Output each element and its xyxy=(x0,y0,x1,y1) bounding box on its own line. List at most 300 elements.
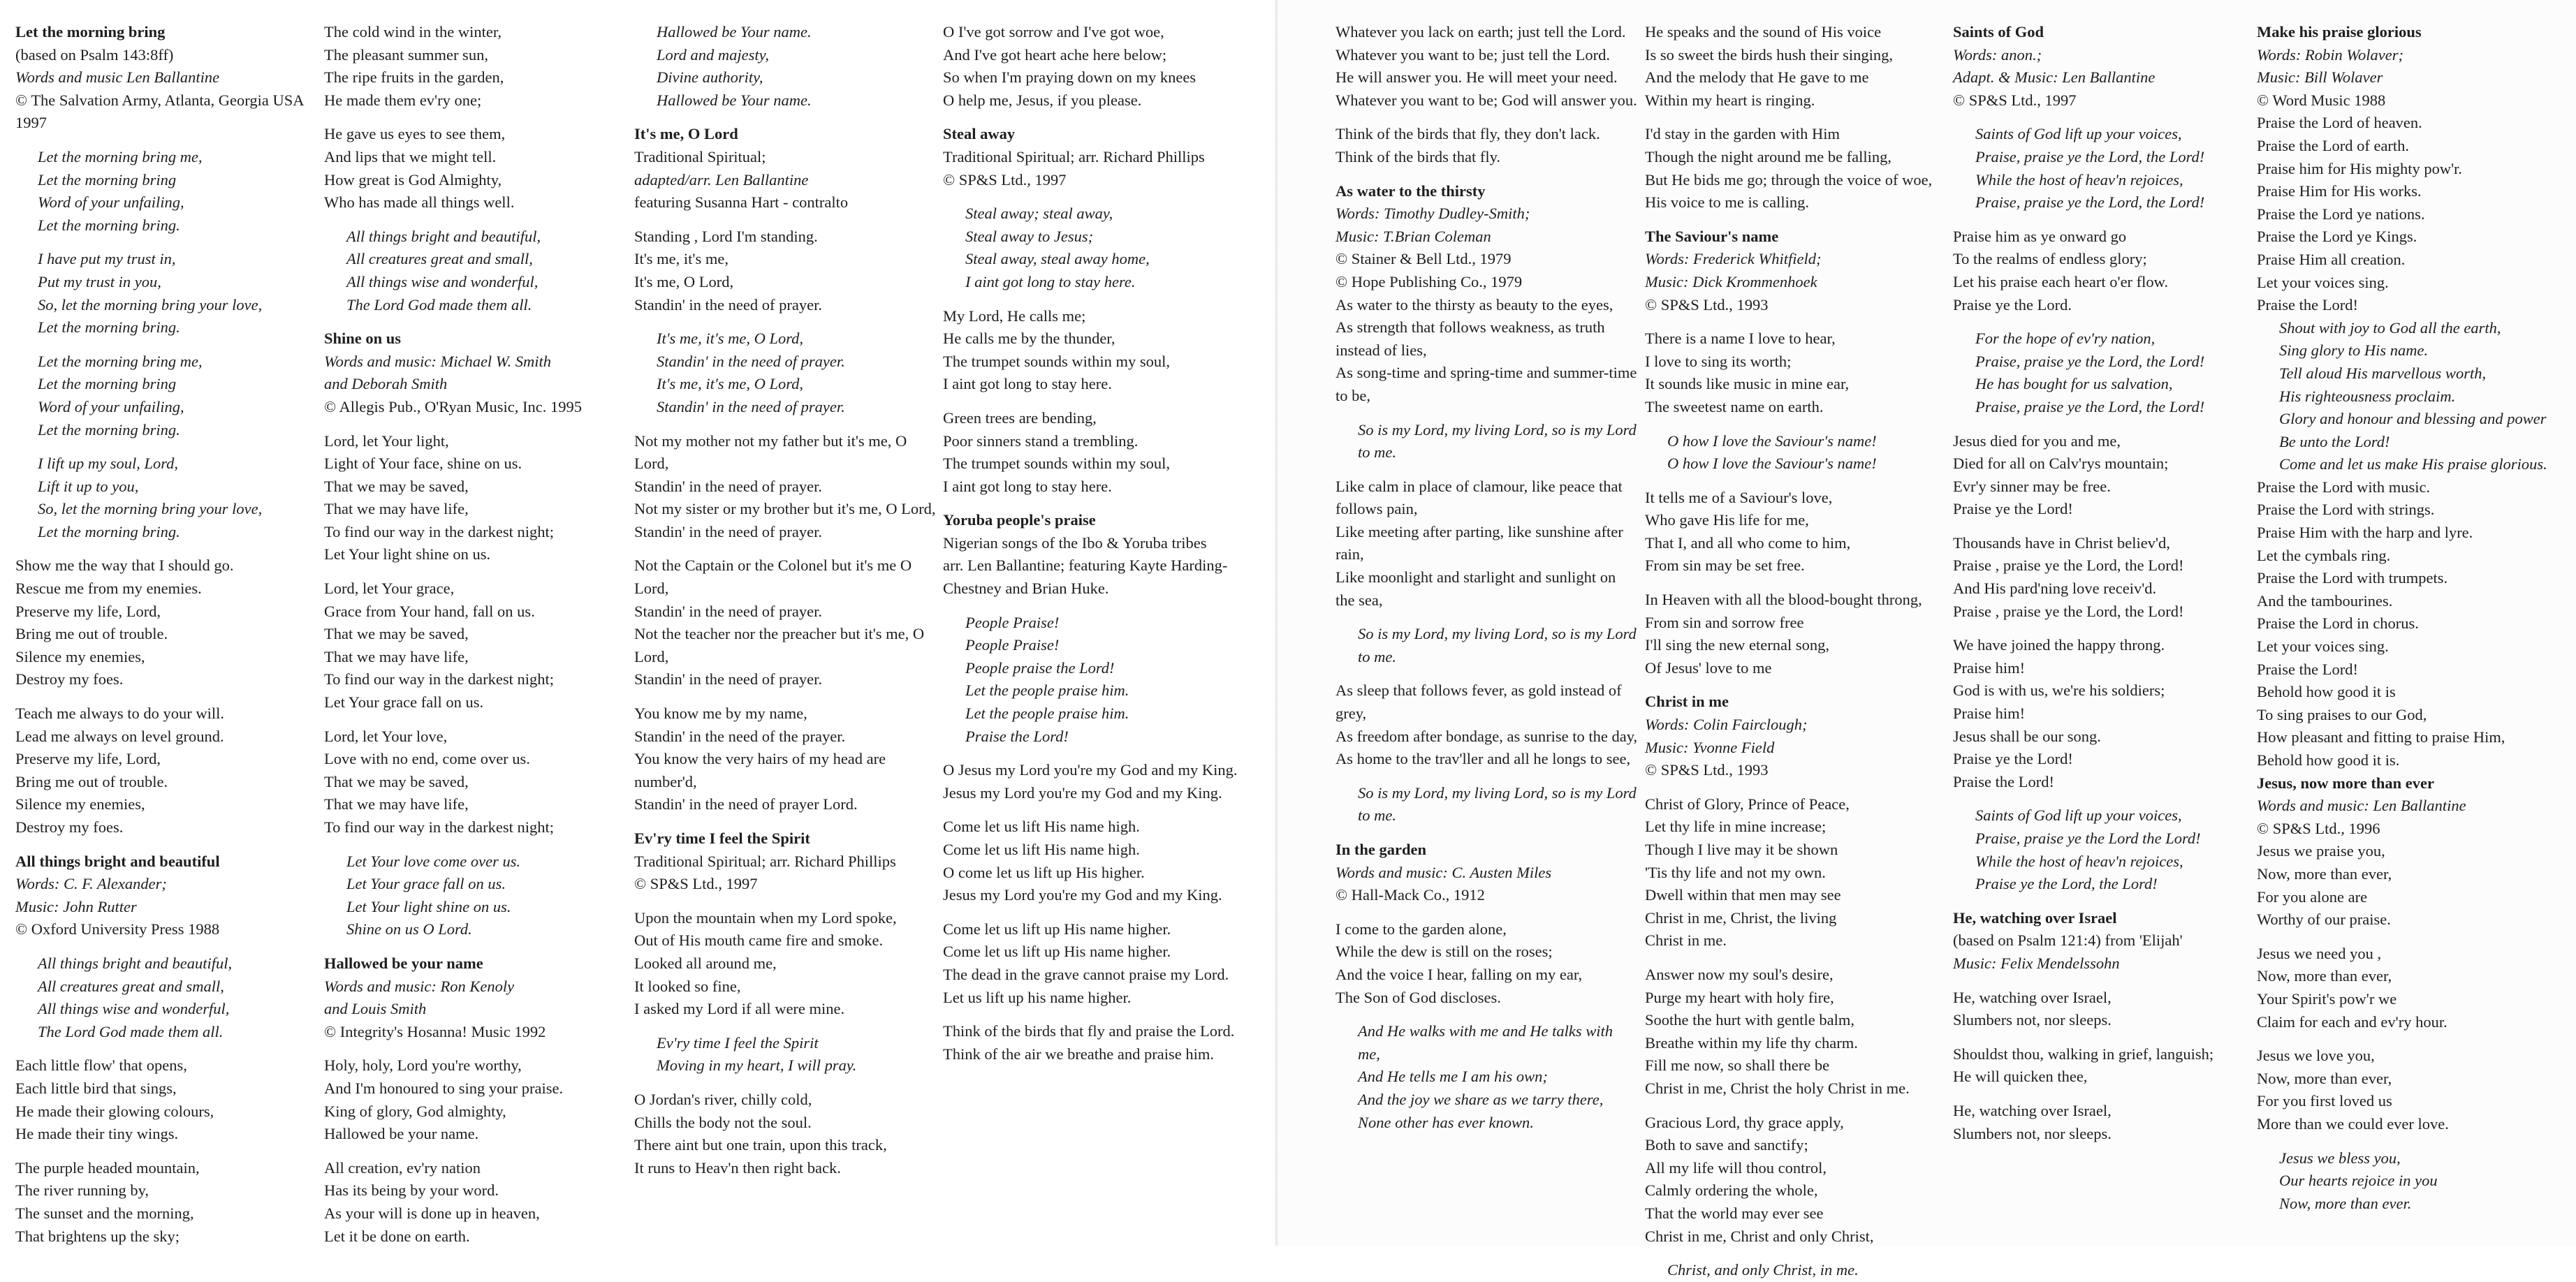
lyric-line: Both to save and sanctify; xyxy=(1645,1134,1947,1157)
lyric-line: Praise , praise ye the Lord, the Lord! xyxy=(1953,601,2250,624)
lyric-line: Answer now my soul's desire, xyxy=(1645,964,1947,987)
lyric-line: Jesus my Lord you're my God and my King. xyxy=(943,884,1243,907)
lyric-line: Now, more than ever, xyxy=(2257,863,2564,886)
chorus-line: Christ, and only Christ, in me. xyxy=(1645,1259,1947,1282)
lyric-line: Christ in me, Christ the holy Christ in me. xyxy=(1645,1077,1947,1100)
lyric-line: Praise the Lord of heaven. xyxy=(2257,112,2564,135)
lyric-line: Love with no end, come over us. xyxy=(324,748,626,771)
lyric-line: O help me, Jesus, if you please. xyxy=(943,89,1243,112)
lyric-line: While the dew is still on the roses; xyxy=(1335,941,1639,964)
chorus-line: Steal away; steal away, xyxy=(943,202,1243,226)
chorus-line: Tell aloud His marvellous worth, xyxy=(2257,362,2564,385)
lyric-line: Come let us lift His name high. xyxy=(943,839,1243,862)
lyric-line: © SP&S Ltd., 1993 xyxy=(1645,294,1947,317)
song-title: Ev'ry time I feel the Spirit xyxy=(634,827,936,850)
chorus-line: O how I love the Saviour's name! xyxy=(1645,430,1947,453)
lyrics-column xyxy=(943,21,1243,1246)
lyric-line: Though the night around me be falling, xyxy=(1645,146,1947,169)
song-credit: and Deborah Smith xyxy=(324,373,626,396)
lyric-line: That the world may ever see xyxy=(1645,1202,1947,1225)
lyric-line: God is with us, we're his soldiers; xyxy=(1953,679,2250,702)
chorus-line: Let Your grace fall on us. xyxy=(324,873,626,896)
stanza-gap xyxy=(324,316,626,327)
chorus-line: Praise, praise ye the Lord, the Lord! xyxy=(1953,146,2250,169)
song-credit: Words and music Len Ballantine xyxy=(15,66,316,89)
lyric-line: © SP&S Ltd., 1997 xyxy=(1953,89,2250,112)
lyric-line: Jesus died for you and me, xyxy=(1953,430,2250,453)
stanza-gap xyxy=(634,1021,936,1032)
chorus-line: Sing glory to His name. xyxy=(2257,339,2564,362)
stanza-gap xyxy=(1645,952,1947,964)
chorus-line: All things bright and beautiful, xyxy=(15,952,316,975)
lyric-line: Not the Captain or the Colonel but it's me O Lord, xyxy=(634,554,936,600)
chorus-line: Let the morning bring xyxy=(15,373,316,396)
lyric-line: Standing , Lord I'm standing. xyxy=(634,226,936,249)
lyric-line: Praise the Lord! xyxy=(2257,658,2564,681)
lyric-line: Like calm in place of clamour, like peace that follows pain, xyxy=(1335,476,1639,521)
stanza-gap xyxy=(943,112,1243,123)
lyric-line: Standin' in the need of prayer. xyxy=(634,476,936,499)
lyric-line: © The Salvation Army, Atlanta, Georgia USA 1997 xyxy=(15,89,316,135)
lyric-line: Let thy life in mine increase; xyxy=(1645,816,1947,839)
stanza-gap xyxy=(15,1043,316,1054)
lyric-line: Jesus we love you, xyxy=(2257,1045,2564,1068)
lyric-line: Destroy my foes. xyxy=(15,816,316,839)
stanza-gap xyxy=(15,941,316,952)
stanza-gap xyxy=(1645,577,1947,589)
lyric-line: Now, more than ever, xyxy=(2257,1068,2564,1091)
lyric-line: It sounds like music in mine ear, xyxy=(1645,373,1947,396)
stanza-gap xyxy=(324,1146,626,1157)
stanza-gap xyxy=(1953,896,2250,907)
stanza-gap xyxy=(634,896,936,907)
lyric-line: The sweetest name on earth. xyxy=(1645,396,1947,419)
lyric-line: As strength that follows weakness, as truth instead of lies, xyxy=(1335,316,1639,362)
stanza-gap xyxy=(1953,521,2250,532)
song-title: In the garden xyxy=(1335,839,1639,862)
lyric-line: Standin' in the need of the prayer. xyxy=(634,725,936,749)
chorus-line: Put my trust in you, xyxy=(15,271,316,294)
song-credit: Words: Frederick Whitfield; xyxy=(1645,248,1947,271)
lyrics-column xyxy=(2257,21,2564,1246)
chorus-line: Jesus we bless you, xyxy=(2257,1147,2564,1170)
lyric-line: Standin' in the need of prayer Lord. xyxy=(634,793,936,816)
lyric-line: Whatever you want to be; God will answer you. xyxy=(1335,89,1639,112)
lyrics-column xyxy=(634,21,936,1246)
chorus-line: Let the people praise him. xyxy=(943,679,1243,702)
stanza-gap xyxy=(634,316,936,327)
lyric-line: Traditional Spiritual; arr. Richard Phillips xyxy=(634,850,936,874)
lyric-line: Preserve my life, Lord, xyxy=(15,748,316,771)
stanza-gap xyxy=(2257,1033,2564,1045)
lyric-line: Who gave His life for me, xyxy=(1645,509,1947,532)
lyric-line: Green trees are bending, xyxy=(943,407,1243,430)
chorus-line: Let the morning bring me, xyxy=(15,351,316,374)
stanza-gap xyxy=(324,566,626,577)
song-credit: Music: Yvonne Field xyxy=(1645,737,1947,760)
chorus-line: Lord and majesty, xyxy=(634,44,936,67)
song-title: Make his praise glorious xyxy=(2257,21,2564,44)
lyric-line: Rescue me from my enemies. xyxy=(15,577,316,601)
lyric-line: O I've got sorrow and I've got woe, xyxy=(943,21,1243,44)
lyric-line: O Jordan's river, chilly cold, xyxy=(634,1089,936,1112)
lyric-line: The cold wind in the winter, xyxy=(324,21,626,44)
chorus-line: While the host of heav'n rejoices, xyxy=(1953,850,2250,874)
lyric-line: That we may have life, xyxy=(324,646,626,669)
lyric-line: Christ in me, Christ, the living xyxy=(1645,907,1947,930)
lyric-line: I'll sing the new eternal song, xyxy=(1645,634,1947,657)
chorus-line: Steal away, steal away home, xyxy=(943,248,1243,271)
lyric-line: Behold how good it is xyxy=(2257,681,2564,704)
song-credit: and Louis Smith xyxy=(324,998,626,1021)
lyric-line: Praise him! xyxy=(1953,702,2250,725)
lyric-line: Whatever you want to be; just tell the Lord. xyxy=(1335,44,1639,67)
song-credit: Words and music: Len Ballantine xyxy=(2257,795,2564,818)
chorus-line: The Lord God made them all. xyxy=(15,1021,316,1044)
lyric-line: It's me, O Lord, xyxy=(634,271,936,294)
song-title: Let the morning bring xyxy=(15,21,316,44)
chorus-line: Saints of God lift up your voices, xyxy=(1953,123,2250,146)
chorus-line: Shout with joy to God all the earth, xyxy=(2257,317,2564,340)
lyric-line: Slumbers not, nor sleeps. xyxy=(1953,1009,2250,1032)
chorus-line: Praise ye the Lord, the Lord! xyxy=(1953,873,2250,896)
lyric-line: Jesus my Lord you're my God and my King. xyxy=(943,782,1243,805)
lyric-line: Think of the birds that fly and praise the Lord. xyxy=(943,1020,1243,1043)
chorus-line: Praise, praise ye the Lord the Lord! xyxy=(1953,827,2250,850)
lyric-line: Chills the body not the soul. xyxy=(634,1112,936,1135)
lyric-line: He made their tiny wings. xyxy=(15,1123,316,1146)
stanza-gap xyxy=(1953,975,2250,987)
lyric-line: More than we could ever love. xyxy=(2257,1113,2564,1136)
chorus-line: All things bright and beautiful, xyxy=(324,226,626,249)
lyric-line: And His pard'ning love receiv'd. xyxy=(1953,577,2250,601)
lyric-line: You know the very hairs of my head are number'd, xyxy=(634,748,936,793)
lyric-line: Destroy my foes. xyxy=(15,668,316,691)
stanza-gap xyxy=(634,691,936,702)
stanza-gap xyxy=(324,839,626,850)
song-title: Hallowed be your name xyxy=(324,952,626,975)
lyric-line: Standin' in the need of prayer. xyxy=(634,521,936,544)
lyric-line: The sunset and the morning, xyxy=(15,1202,316,1225)
chorus-line: Let the morning bring. xyxy=(15,316,316,339)
chorus-line: People Praise! xyxy=(943,634,1243,657)
chorus-line: And He tells me I am his own; xyxy=(1335,1066,1639,1089)
lyric-line: All creation, ev'ry nation xyxy=(324,1157,626,1180)
chorus-line: I have put my trust in, xyxy=(15,248,316,271)
lyrics-column xyxy=(1335,21,1639,1246)
lyric-line: Silence my enemies, xyxy=(15,793,316,816)
stanza-gap xyxy=(324,214,626,226)
chorus-line: Praise, praise ye the Lord, the Lord! xyxy=(1953,191,2250,214)
lyric-line: © SP&S Ltd., 1993 xyxy=(1645,759,1947,782)
chorus-line: The Lord God made them all. xyxy=(324,294,626,317)
lyric-line: Lead me always on level ground. xyxy=(15,725,316,749)
lyric-line: Now, more than ever, xyxy=(2257,965,2564,988)
song-credit: adapted/arr. Len Ballantine xyxy=(634,169,936,192)
lyric-line: O Jesus my Lord you're my God and my King. xyxy=(943,759,1243,782)
stanza-gap xyxy=(1645,1248,1947,1259)
lyric-line: Within my heart is ringing. xyxy=(1645,89,1947,112)
lyric-line: Jesus shall be our song. xyxy=(1953,725,2250,749)
chorus-line: Now, more than ever. xyxy=(2257,1193,2564,1216)
stanza-gap xyxy=(1335,771,1639,782)
lyric-line: Praise the Lord with strings. xyxy=(2257,499,2564,522)
stanza-gap xyxy=(1335,907,1639,918)
lyric-line: There aint but one train, upon this track, xyxy=(634,1134,936,1157)
lyric-line: To find our way in the darkest night; xyxy=(324,668,626,691)
chorus-line: Be unto the Lord! xyxy=(2257,431,2564,454)
chorus-line: His righteousness proclaim. xyxy=(2257,385,2564,408)
lyric-line: To the realms of endless glory; xyxy=(1953,248,2250,271)
chorus-line: Let the morning bring. xyxy=(15,419,316,442)
lyric-line: To find our way in the darkest night; xyxy=(324,816,626,839)
song-credit: Words and music: Michael W. Smith xyxy=(324,351,626,374)
song-credit: Words and music: Ron Kenoly xyxy=(324,975,626,999)
stanza-gap xyxy=(1645,782,1947,793)
stanza-gap xyxy=(15,135,316,146)
lyric-line: The pleasant summer sun, xyxy=(324,44,626,67)
lyric-line: To sing praises to our God, xyxy=(2257,704,2564,727)
chorus-line: So is my Lord, my living Lord, so is my Lord to me. xyxy=(1335,419,1639,464)
lyric-line: I aint got long to stay here. xyxy=(943,476,1243,499)
lyric-line: Worthy of our praise. xyxy=(2257,908,2564,931)
lyric-line: You know me by my name, xyxy=(634,702,936,725)
lyric-line: Purge my heart with holy fire, xyxy=(1645,987,1947,1010)
song-credit: Words and music: C. Austen Miles xyxy=(1335,862,1639,885)
lyric-line: For you first loved us xyxy=(2257,1090,2564,1113)
lyric-line: That we may be saved, xyxy=(324,476,626,499)
lyric-line: How great is God Almighty, xyxy=(324,169,626,192)
stanza-gap xyxy=(324,941,626,952)
song-title: He, watching over Israel xyxy=(1953,907,2250,930)
lyric-line: Who has made all things well. xyxy=(324,191,626,214)
song-title: It's me, O Lord xyxy=(634,123,936,146)
song-title: All things bright and beautiful xyxy=(15,850,316,874)
lyric-line: Gracious Lord, thy grace apply, xyxy=(1645,1112,1947,1135)
lyric-line: He, watching over Israel, xyxy=(1953,987,2250,1010)
lyric-line: To find our way in the darkest night; xyxy=(324,521,626,544)
stanza-gap xyxy=(1335,827,1639,839)
lyric-line: Whatever you lack on earth; just tell the Lord. xyxy=(1335,21,1639,44)
lyric-line: Praise the Lord with music. xyxy=(2257,476,2564,499)
lyric-line: Holy, holy, Lord you're worthy, xyxy=(324,1054,626,1077)
stanza-gap xyxy=(1953,112,2250,123)
chorus-line: Praise, praise ye the Lord, the Lord! xyxy=(1953,351,2250,374)
lyric-line: Show me the way that I should go. xyxy=(15,554,316,577)
lyric-line: And I'm honoured to sing your praise. xyxy=(324,1077,626,1100)
stanza-gap xyxy=(1335,408,1639,419)
lyric-line: Behold how good it is. xyxy=(2257,749,2564,772)
lyric-line: Light of Your face, shine on us. xyxy=(324,452,626,476)
lyric-line: Though I live may it be shown xyxy=(1645,839,1947,862)
stanza-gap xyxy=(15,237,316,248)
stanza-gap xyxy=(1953,1032,2250,1043)
lyric-line: As freedom after bondage, as sunrise to the day, xyxy=(1335,725,1639,749)
lyric-line: All my life will thou control, xyxy=(1645,1157,1947,1180)
lyric-line: Standin' in the need of prayer. xyxy=(634,668,936,691)
chorus-line: So is my Lord, my living Lord, so is my Lord to me. xyxy=(1335,623,1639,668)
stanza-gap xyxy=(1953,214,2250,226)
chorus-line: So is my Lord, my living Lord, so is my Lord to me. xyxy=(1335,782,1639,827)
lyric-line: He speaks and the sound of His voice xyxy=(1645,21,1947,44)
lyric-line: His voice to me is calling. xyxy=(1645,191,1947,214)
stanza-gap xyxy=(943,191,1243,202)
lyric-line: (based on Psalm 121:4) from 'Elijah' xyxy=(1953,929,2250,952)
lyric-line: But He bids me go; through the voice of woe, xyxy=(1645,169,1947,192)
song-title: Saints of God xyxy=(1953,21,2250,44)
song-credit: Words: C. F. Alexander; xyxy=(15,873,316,896)
lyric-line: And I've got heart ache here below; xyxy=(943,44,1243,67)
chorus-line: And He walks with me and He talks with me, xyxy=(1335,1020,1639,1066)
lyric-line: I come to the garden alone, xyxy=(1335,918,1639,941)
chorus-line: Let the people praise him. xyxy=(943,702,1243,725)
chorus-line: All things wise and wonderful, xyxy=(15,998,316,1021)
lyric-line: Jesus we praise you, xyxy=(2257,840,2564,863)
lyric-line: King of glory, God almighty, xyxy=(324,1100,626,1123)
lyric-line: © Integrity's Hosanna! Music 1992 xyxy=(324,1021,626,1044)
lyric-line: Praise the Lord ye Kings. xyxy=(2257,226,2564,249)
lyric-line: Jesus we need you , xyxy=(2257,943,2564,966)
lyric-line: Standin' in the need of prayer. xyxy=(634,294,936,317)
stanza-gap xyxy=(1335,1009,1639,1020)
song-title: Steal away xyxy=(943,123,1243,146)
lyric-line: Looked all around me, xyxy=(634,952,936,975)
lyric-line: That we may be saved, xyxy=(324,623,626,646)
chorus-line: I lift up my soul, Lord, xyxy=(15,452,316,476)
lyric-line: Lord, let Your love, xyxy=(324,725,626,749)
lyric-line: I asked my Lord if all were mine. xyxy=(634,998,936,1021)
chorus-line: Word of your unfailing, xyxy=(15,191,316,214)
lyric-line: How pleasant and fitting to praise Him, xyxy=(2257,726,2564,749)
lyric-line: The trumpet sounds within my soul, xyxy=(943,351,1243,374)
stanza-gap xyxy=(943,601,1243,612)
lyric-line: Died for all on Calv'rys mountain; xyxy=(1953,452,2250,476)
lyric-line: As your will is done up in heaven, xyxy=(324,1202,626,1225)
lyric-line: 'Tis thy life and not my own. xyxy=(1645,862,1947,885)
stanza-gap xyxy=(943,1009,1243,1020)
song-credit: Music: John Rutter xyxy=(15,896,316,919)
lyric-line: It tells me of a Saviour's love, xyxy=(1645,487,1947,510)
lyric-line: Let Your light shine on us. xyxy=(324,543,626,566)
page-gutter xyxy=(1275,0,1280,1246)
chorus-line: Standin' in the need of prayer. xyxy=(634,396,936,419)
stanza-gap xyxy=(15,339,316,351)
lyric-line: He will quicken thee, xyxy=(1953,1066,2250,1089)
chorus-line: All creatures great and small, xyxy=(15,975,316,999)
stanza-gap xyxy=(1645,214,1947,226)
stanza-gap xyxy=(15,1146,316,1157)
stanza-gap xyxy=(1645,316,1947,327)
lyric-line: I'd stay in the garden with Him xyxy=(1645,123,1947,146)
lyrics-column xyxy=(1953,21,2250,1246)
lyric-line: Praise , praise ye the Lord, the Lord! xyxy=(1953,554,2250,577)
chorus-line: Glory and honour and blessing and power xyxy=(2257,408,2564,431)
lyric-line: Praise the Lord! xyxy=(1953,771,2250,794)
lyric-line: That brightens up the sky; xyxy=(15,1225,316,1248)
lyric-line: That I, and all who come to him, xyxy=(1645,532,1947,555)
lyric-line: © Hall-Mack Co., 1912 xyxy=(1335,884,1639,907)
lyric-line: Silence my enemies, xyxy=(15,646,316,669)
stanza-gap xyxy=(15,839,316,850)
chorus-line: Word of your unfailing, xyxy=(15,396,316,419)
lyric-line: © Stainer & Bell Ltd., 1979 xyxy=(1335,248,1639,271)
stanza-gap xyxy=(15,441,316,452)
lyric-line: Praise him for His mighty pow'r. xyxy=(2257,158,2564,181)
chorus-line: Let the morning bring. xyxy=(15,521,316,544)
stanza-gap xyxy=(1335,112,1639,123)
lyric-line: Lord, let Your grace, xyxy=(324,577,626,601)
chorus-line: Lift it up to you, xyxy=(15,476,316,499)
lyric-line: Traditional Spiritual; xyxy=(634,146,936,169)
lyric-line: Praise the Lord ye nations. xyxy=(2257,203,2564,226)
chorus-line: He has bought for us salvation, xyxy=(1953,373,2250,396)
lyric-line: He gave us eyes to see them, xyxy=(324,123,626,146)
lyrics-column xyxy=(15,21,316,1246)
lyric-line: For you alone are xyxy=(2257,886,2564,909)
lyric-line: He, watching over Israel, xyxy=(1953,1100,2250,1123)
stanza-gap xyxy=(943,748,1243,759)
lyric-line: The trumpet sounds within my soul, xyxy=(943,452,1243,476)
chorus-line: O how I love the Saviour's name! xyxy=(1645,452,1947,476)
stanza-gap xyxy=(2257,931,2564,943)
stanza-gap xyxy=(1953,793,2250,804)
stanza-gap xyxy=(634,112,936,123)
stanza-gap xyxy=(1645,1100,1947,1112)
lyric-line: Let your voices sing. xyxy=(2257,635,2564,658)
lyric-line: Praise him as ye onward go xyxy=(1953,226,2250,249)
lyric-line: © Allegis Pub., O'Ryan Music, Inc. 1995 xyxy=(324,396,626,419)
lyric-line: Not my sister or my brother but it's me, O Lord, xyxy=(634,498,936,521)
stanza-gap xyxy=(943,498,1243,509)
lyric-line: The dead in the grave cannot praise my Lord. xyxy=(943,964,1243,987)
lyric-line: © Hope Publishing Co., 1979 xyxy=(1335,271,1639,294)
song-title: Yoruba people's praise xyxy=(943,509,1243,532)
lyric-line: Breathe within my life thy charm. xyxy=(1645,1032,1947,1055)
lyric-line: Soothe the hurt with gentle balm, xyxy=(1645,1009,1947,1032)
chorus-line: Ev'ry time I feel the Spirit xyxy=(634,1032,936,1055)
song-credit: Music: Bill Wolaver xyxy=(2257,66,2564,89)
lyric-line: Praise the Lord of earth. xyxy=(2257,135,2564,158)
lyric-line: Praise Him all creation. xyxy=(2257,249,2564,272)
lyric-line: Hallowed be your name. xyxy=(324,1123,626,1146)
chorus-line: Divine authority, xyxy=(634,66,936,89)
stanza-gap xyxy=(634,543,936,554)
stanza-gap xyxy=(324,112,626,123)
song-title: Jesus, now more than ever xyxy=(2257,772,2564,795)
song-credit: Adapt. & Music: Len Ballantine xyxy=(1953,66,2250,89)
chorus-line: Our hearts rejoice in you xyxy=(2257,1170,2564,1193)
lyric-line: From sin may be set free. xyxy=(1645,554,1947,577)
lyric-line: As water to the thirsty as beauty to the eyes, xyxy=(1335,294,1639,317)
stanza-gap xyxy=(1953,316,2250,327)
stanza-gap xyxy=(943,294,1243,305)
chorus-line: Let the morning bring xyxy=(15,169,316,192)
stanza-gap xyxy=(1953,1089,2250,1100)
lyric-line: Preserve my life, Lord, xyxy=(15,601,316,624)
stanza-gap xyxy=(634,419,936,430)
lyric-line: We have joined the happy throng. xyxy=(1953,634,2250,657)
stanza-gap xyxy=(15,543,316,554)
lyric-line: Praise ye the Lord! xyxy=(1953,498,2250,521)
lyric-line: Traditional Spiritual; arr. Richard Phillips xyxy=(943,146,1243,169)
chorus-line: Moving in my heart, I will pray. xyxy=(634,1054,936,1077)
chorus-line: Let the morning bring me, xyxy=(15,146,316,169)
lyric-line: Praise him! xyxy=(1953,657,2250,680)
stanza-gap xyxy=(943,907,1243,918)
stanza-gap xyxy=(1645,679,1947,691)
stanza-gap xyxy=(1953,419,2250,430)
song-credit: Words: Robin Wolaver; xyxy=(2257,44,2564,67)
